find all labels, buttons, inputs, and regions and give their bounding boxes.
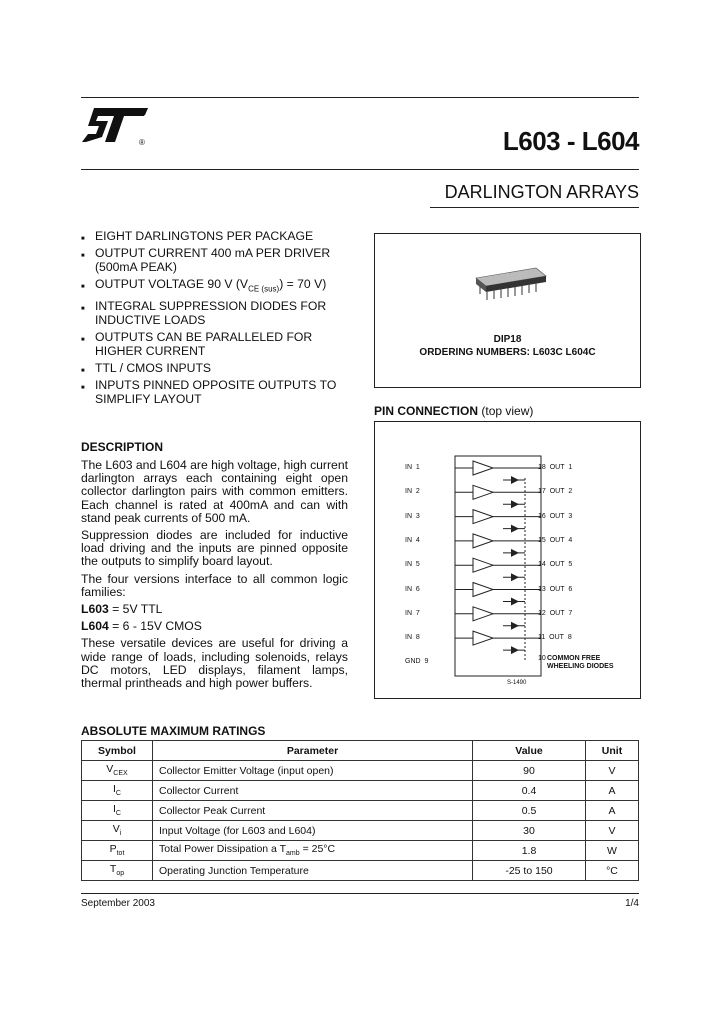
ratings-table [81, 740, 639, 881]
driver-buffer [473, 534, 493, 548]
figure-code: S-1490 [507, 680, 527, 686]
symbol-cell: $P_{tot}$ [82, 841, 153, 861]
package-box [374, 233, 641, 388]
description-body [81, 459, 348, 694]
unit-cell: A [586, 781, 639, 801]
feature-item: ■ TTL / CMOS INPUTS [81, 361, 351, 375]
top-rule [81, 97, 639, 98]
value-cell: -25 to 150 [473, 861, 586, 881]
table-row [82, 821, 639, 841]
pin-10-label: COMMON FREE WHEELING DIODES [547, 655, 614, 670]
col-parameter: Parameter [153, 741, 473, 761]
driver-buffer [473, 485, 493, 499]
left-pin: GND 9 [405, 658, 429, 666]
table-row [82, 841, 639, 861]
description-paragraph: The four versions interface to all common logic families: [81, 571, 348, 599]
feature-item: ■ OUTPUT CURRENT 400 mA PER DRIVER (500mA PEAK) [81, 246, 331, 274]
pin-10-num: 10 [538, 655, 546, 662]
bullet-icon: ■ [81, 284, 85, 290]
footer-rule [81, 893, 639, 894]
driver-buffer [473, 510, 493, 524]
left-pin: IN 5 [405, 561, 420, 569]
left-pin: IN 4 [405, 536, 420, 544]
left-pin: IN 1 [405, 464, 420, 471]
driver-buffer [473, 461, 493, 475]
parameter-cell: Collector Peak Current [153, 801, 473, 821]
feature-list [81, 229, 351, 409]
unit-cell: A [586, 801, 639, 821]
symbol-cell: $T_{op}$ [82, 861, 153, 881]
feature-item: ■ OUTPUT VOLTAGE 90 V $(V_{CE (sus)}) = 70$ V) [81, 277, 327, 294]
left-pin: IN 8 [405, 634, 420, 642]
left-pin: IN 6 [405, 585, 420, 593]
table-row [82, 801, 639, 821]
bullet-icon: ■ [81, 236, 85, 242]
value-cell: 0.4 [473, 781, 586, 801]
col-symbol: Symbol [82, 741, 153, 761]
driver-buffer [473, 583, 493, 597]
page-subtitle: DARLINGTON ARRAYS [444, 182, 639, 202]
footer-page: 1/4 [625, 898, 639, 909]
driver-buffer [473, 631, 493, 645]
description-paragraph: Suppression diodes are included for inductive load driving and the inputs are pinned opposite the outputs to simplify board layout. [81, 528, 348, 569]
description-paragraph: These versatile devices are useful for driving a wide range of loads, including solenoids, relays DC motors, LED displays, filament lamps, thermal printheads and high power buffers. [81, 636, 348, 691]
bullet-icon: ■ [81, 253, 85, 259]
unit-cell: V [586, 761, 639, 781]
table-header-row [82, 741, 639, 761]
package-name: DIP18 [493, 334, 522, 345]
symbol-cell: $V_i$ [82, 821, 153, 841]
driver-buffer [473, 607, 493, 621]
right-pin: 14 OUT 5 [538, 561, 573, 569]
value-cell: 30 [473, 821, 586, 841]
symbol-cell: $I_C$ [82, 781, 153, 801]
symbol-cell: $I_C$ [82, 801, 153, 821]
table-row [82, 861, 639, 881]
dip18-chip-image [470, 264, 550, 304]
pin-connection-heading: PIN CONNECTION (top view) [374, 404, 534, 418]
right-pin: 16 OUT 3 [538, 512, 573, 520]
pin-connection-box [374, 421, 641, 699]
l604-line: L604 = 6 - 15V CMOS [81, 619, 202, 634]
unit-cell: °C [586, 861, 639, 881]
bullet-icon: ■ [81, 368, 85, 375]
right-pin: 15 OUT 4 [538, 536, 573, 544]
parameter-cell: Collector Emitter Voltage (input open) [153, 761, 473, 781]
feature-item: ■ INTEGRAL SUPPRESSION DIODES FOR INDUCTIVE LOADS [81, 299, 327, 328]
driver-buffer [473, 558, 493, 572]
ordering-numbers: ORDERING NUMBERS: L603C L604C [419, 347, 596, 358]
unit-cell: V [586, 821, 639, 841]
bullet-icon: ■ [81, 337, 85, 344]
right-pin: 13 OUT 6 [538, 585, 573, 593]
parameter-cell: Total Power Dissipation a $T_{amb} = 25^\circ C$ [153, 841, 473, 861]
parameter-cell: Collector Current [153, 781, 473, 801]
parameter-cell: Input Voltage (for L603 and L604) [153, 821, 473, 841]
symbol-cell: $V_{CEX}$ [82, 761, 153, 781]
feature-item: ■ OUTPUTS CAN BE PARALLELED FOR HIGHER CURRENT [81, 330, 313, 359]
ratings-heading: ABSOLUTE MAXIMUM RATINGS [81, 724, 266, 738]
left-pin: IN 7 [405, 609, 420, 617]
right-pin: 17 OUT 2 [538, 488, 573, 496]
feature-item: ■ EIGHT DARLINGTONS PER PACKAGE [81, 229, 351, 243]
value-cell: 0.5 [473, 801, 586, 821]
title-rule [81, 169, 639, 170]
ic-body [455, 456, 541, 676]
col-value: Value [473, 741, 586, 761]
table-row [82, 781, 639, 801]
left-pin: IN 2 [405, 488, 420, 496]
bullet-icon: ■ [81, 385, 85, 392]
parameter-cell: Operating Junction Temperature [153, 861, 473, 881]
table-row [82, 761, 639, 781]
registered-mark: ® [139, 138, 145, 147]
footer-date: September 2003 [81, 898, 155, 909]
col-unit: Unit [586, 741, 639, 761]
right-pin: 12 OUT 7 [538, 609, 573, 617]
bullet-icon: ■ [81, 306, 85, 313]
value-cell: 90 [473, 761, 586, 781]
value-cell: 1.8 [473, 841, 586, 861]
unit-cell: W [586, 841, 639, 861]
description-heading: DESCRIPTION [81, 440, 164, 454]
right-pin: 11 OUT 8 [538, 634, 572, 642]
subtitle-rule [430, 207, 639, 208]
l603-line: L603 = 5V TTL [81, 602, 163, 617]
left-pin: IN 3 [405, 512, 420, 520]
page-title: L603 - L604 [502, 126, 639, 156]
feature-item: ■ INPUTS PINNED OPPOSITE OUTPUTS TO SIMPLIFY LAYOUT [81, 378, 337, 407]
right-pin: 18 OUT 1 [538, 464, 573, 471]
description-paragraph: The L603 and L604 are high voltage, high current darlington arrays each containing eight open collector darlington pairs with common emitters. Each channel is rated at 400mA and can with stand peak currents of 500 mA. [81, 458, 348, 525]
